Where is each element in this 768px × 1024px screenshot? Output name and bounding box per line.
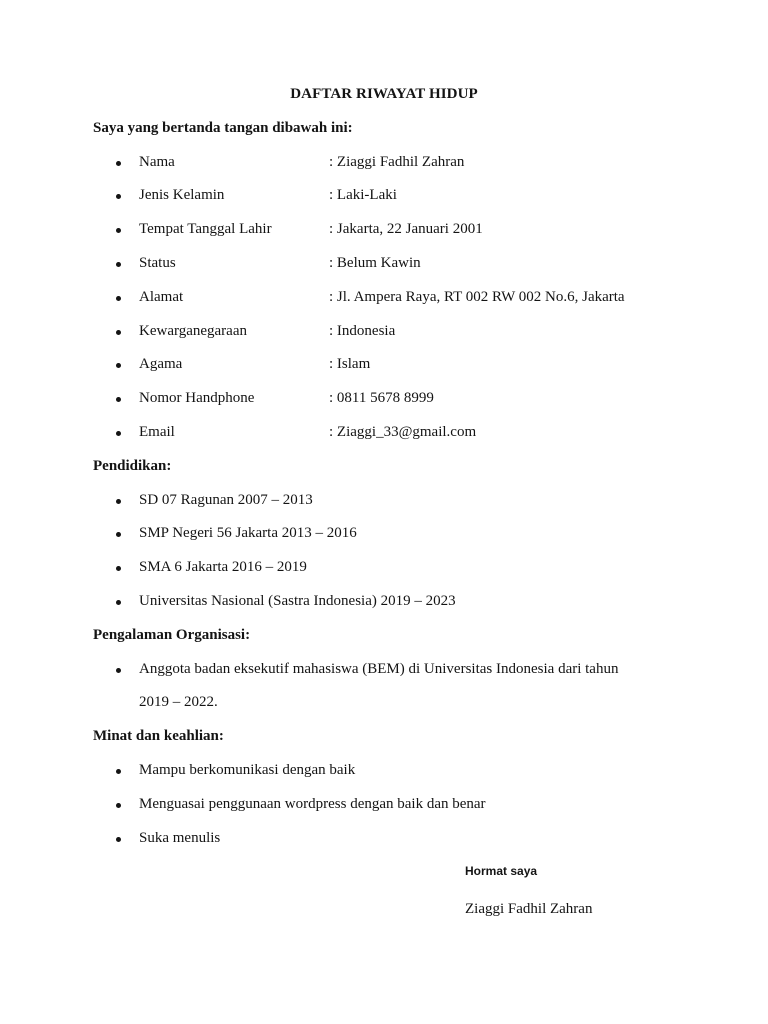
skill-item-text: Suka menulis bbox=[139, 829, 221, 846]
field-value: : Islam bbox=[329, 356, 371, 373]
field-label: Tempat Tanggal Lahir bbox=[139, 221, 272, 238]
education-item-text: SMA 6 Jakarta 2016 – 2019 bbox=[139, 559, 307, 576]
bullet-icon bbox=[116, 330, 121, 335]
bullet-icon bbox=[116, 837, 121, 842]
personal-row-email bbox=[0, 416, 768, 450]
signature-name: Ziaggi Fadhil Zahran bbox=[465, 901, 593, 918]
field-value: : Jl. Ampera Raya, RT 002 RW 002 No.6, Jakarta bbox=[329, 288, 625, 305]
bullet-icon bbox=[116, 397, 121, 402]
field-label: Jenis Kelamin bbox=[139, 187, 225, 204]
field-label: Agama bbox=[139, 356, 183, 373]
field-label: Kewarganegaraan bbox=[139, 322, 247, 339]
education-item bbox=[0, 585, 768, 619]
bullet-icon bbox=[116, 228, 121, 233]
personal-row-jenis-kelamin bbox=[0, 179, 768, 213]
organization-item-text: Anggota badan eksekutif mahasiswa (BEM) di Universitas Indonesia dari tahun bbox=[139, 660, 619, 677]
personal-row-agama bbox=[0, 348, 768, 382]
field-value: : Jakarta, 22 Januari 2001 bbox=[329, 221, 483, 238]
organization-heading: Pengalaman Organisasi: bbox=[93, 626, 251, 643]
bullet-icon bbox=[116, 363, 121, 368]
field-label: Nomor Handphone bbox=[139, 390, 255, 407]
field-value: : 0811 5678 8999 bbox=[329, 390, 434, 407]
education-heading: Pendidikan: bbox=[93, 457, 172, 474]
organization-item-continuation: 2019 – 2022. bbox=[139, 694, 218, 711]
bullet-icon bbox=[116, 499, 121, 504]
education-item bbox=[0, 551, 768, 585]
bullet-icon bbox=[116, 803, 121, 808]
education-item-text: SD 07 Ragunan 2007 – 2013 bbox=[139, 491, 313, 508]
field-label: Status bbox=[139, 254, 176, 271]
document-body bbox=[0, 78, 768, 927]
bullet-icon bbox=[116, 194, 121, 199]
skill-item bbox=[0, 788, 768, 822]
bullet-icon bbox=[116, 262, 121, 267]
education-item-text: SMP Negeri 56 Jakarta 2013 – 2016 bbox=[139, 525, 357, 542]
skill-item bbox=[0, 754, 768, 788]
field-value: : Indonesia bbox=[329, 322, 396, 339]
personal-row-status bbox=[0, 247, 768, 281]
bullet-icon bbox=[116, 296, 121, 301]
personal-row-nama bbox=[0, 146, 768, 180]
education-item-text: Universitas Nasional (Sastra Indonesia) 2019 – 2023 bbox=[139, 592, 456, 609]
education-item bbox=[0, 517, 768, 551]
skills-heading: Minat dan keahlian: bbox=[93, 728, 224, 745]
education-item bbox=[0, 484, 768, 518]
skill-item bbox=[0, 822, 768, 856]
intro-heading: Saya yang bertanda tangan dibawah ini: bbox=[93, 119, 353, 136]
field-value: : Laki-Laki bbox=[329, 187, 397, 204]
document-title: DAFTAR RIWAYAT HIDUP bbox=[290, 86, 478, 102]
bullet-icon bbox=[116, 566, 121, 571]
personal-row-nomor-handphone bbox=[0, 382, 768, 416]
field-value: : Ziaggi Fadhil Zahran bbox=[329, 153, 465, 170]
organization-item bbox=[0, 653, 768, 687]
bullet-icon bbox=[116, 161, 121, 166]
field-value: : Ziaggi_33@gmail.com bbox=[329, 423, 477, 440]
bullet-icon bbox=[116, 769, 121, 774]
bullet-icon bbox=[116, 532, 121, 537]
personal-row-alamat bbox=[0, 281, 768, 315]
field-label: Email bbox=[139, 423, 175, 440]
signature-closing: Hormat saya bbox=[465, 864, 538, 879]
bullet-icon bbox=[116, 668, 121, 673]
personal-row-tempat-tanggal-lahir bbox=[0, 213, 768, 247]
field-label: Nama bbox=[139, 153, 175, 170]
bullet-icon bbox=[116, 431, 121, 436]
bullet-icon bbox=[116, 600, 121, 605]
field-value: : Belum Kawin bbox=[329, 254, 421, 271]
skill-item-text: Mampu berkomunikasi dengan baik bbox=[139, 761, 356, 778]
personal-row-kewarganegaraan bbox=[0, 315, 768, 349]
field-label: Alamat bbox=[139, 288, 184, 305]
skill-item-text: Menguasai penggunaan wordpress dengan baik dan benar bbox=[139, 795, 486, 812]
